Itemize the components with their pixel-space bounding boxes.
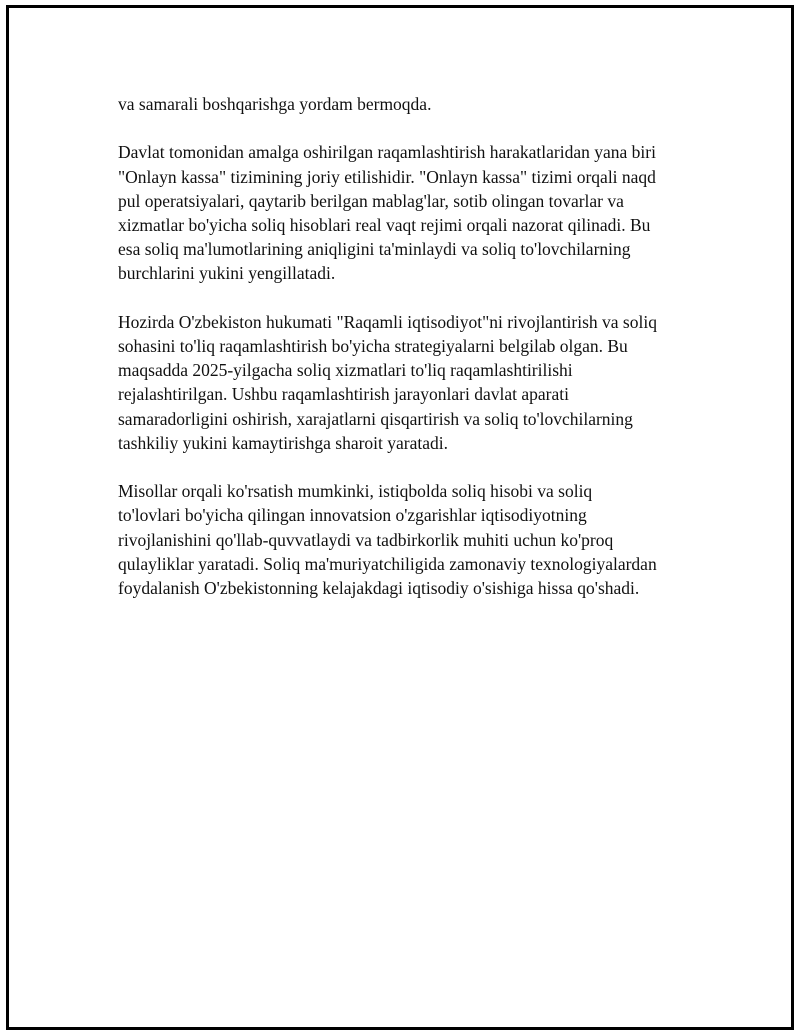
document-body bbox=[118, 92, 708, 624]
text-line: tashkiliy yukini kamaytirishga sharoit yaratadi. bbox=[118, 432, 448, 453]
text-line: burchlarini yukini yengillatadi. bbox=[118, 263, 336, 284]
text-line: Davlat tomonidan amalga oshirilgan raqamlashtirish harakatlaridan yana biri bbox=[118, 142, 656, 163]
text-line: "Onlayn kassa" tizimining joriy etilishidir. "Onlayn kassa" tizimi orqali naqd bbox=[118, 166, 656, 187]
text-line: to'lovlari bo'yicha qilingan innovatsion o'zgarishlar iqtisodiyotning bbox=[118, 505, 587, 526]
text-line: samaradorligini oshirish, xarajatlarni qisqartirish va soliq to'lovchilarning bbox=[118, 408, 633, 429]
text-line: qulayliklar yaratadi. Soliq ma'muriyatchiligida zamonaviy texnologiyalardan bbox=[118, 553, 657, 574]
text-line: rivojlanishini qo'llab-quvvatlaydi va tadbirkorlik muhiti uchun ko'proq bbox=[118, 529, 614, 550]
text-line: maqsadda 2025-yilgacha soliq xizmatlari to'liq raqamlashtirilishi bbox=[118, 360, 573, 381]
text-line: xizmatlar bo'yicha soliq hisoblari real vaqt rejimi orqali nazorat qilinadi. Bu bbox=[118, 215, 651, 235]
text-line: sohasini to'liq raqamlashtirish bo'yicha strategiyalarni belgilab olgan. Bu bbox=[118, 336, 628, 356]
paragraph-2 bbox=[118, 140, 708, 285]
text-line: Misollar orqali ko'rsatish mumkinki, istiqbolda soliq hisobi va soliq bbox=[118, 481, 593, 502]
text-line: esa soliq ma'lumotlarining aniqligini ta'minlaydi va soliq to'lovchilarning bbox=[118, 239, 631, 260]
paragraph-1 bbox=[118, 92, 708, 116]
text-line: pul operatsiyalari, qaytarib berilgan mablag'lar, sotib olingan tovarlar va bbox=[118, 190, 624, 211]
text-line: Hozirda O'zbekiston hukumati "Raqamli iqtisodiyot"ni rivojlantirish va soliq bbox=[118, 311, 657, 332]
paragraph-3 bbox=[118, 310, 708, 455]
text-line: va samarali boshqarishga yordam bermoqda. bbox=[118, 94, 432, 114]
paragraph-4 bbox=[118, 479, 708, 600]
text-line: rejalashtirilgan. Ushbu raqamlashtirish jarayonlari davlat aparati bbox=[118, 384, 569, 405]
text-line: foydalanish O'zbekistonning kelajakdagi iqtisodiy o'sishiga hissa qo'shadi. bbox=[118, 578, 640, 599]
